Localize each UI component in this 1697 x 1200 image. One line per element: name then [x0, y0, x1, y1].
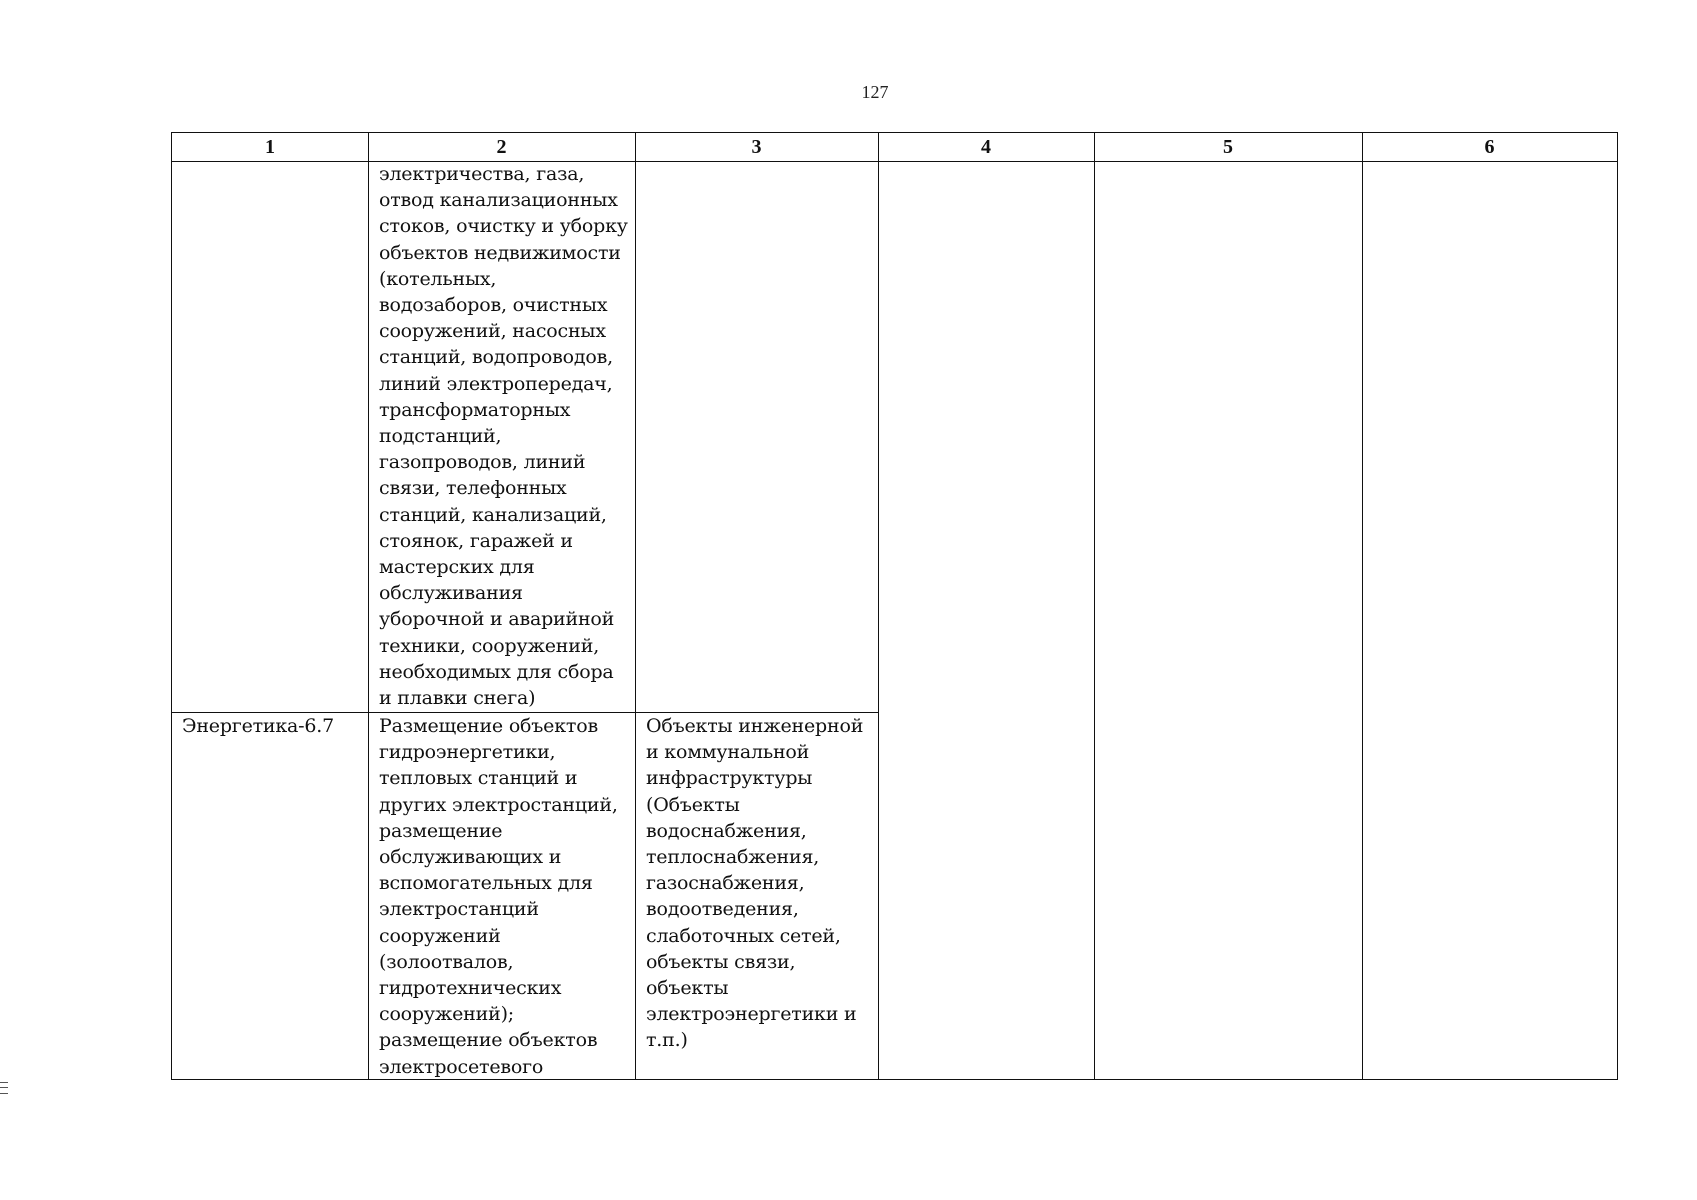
column-divider — [1362, 133, 1363, 1079]
text-line: Размещение объектов — [379, 715, 598, 737]
text-line: гидротехнических — [379, 977, 562, 1000]
text-line: обслуживания — [379, 582, 523, 605]
text-line: объектов недвижимости — [379, 241, 621, 264]
text-line: электросетевого — [379, 1055, 544, 1078]
page-number: 127 — [861, 82, 889, 102]
energy-row-col2 — [379, 713, 618, 1080]
column-divider — [368, 133, 369, 1079]
text-line: отвод канализационных — [379, 189, 618, 212]
text-line: необходимых для сбора — [379, 660, 614, 683]
text-line: тепловых станций и — [379, 767, 578, 790]
text-line: подстанций, — [379, 425, 502, 448]
text-line: слаботочных сетей, — [646, 924, 841, 947]
header-col-4: 4 — [981, 136, 991, 158]
energy-row-col1 — [182, 713, 334, 739]
column-divider — [635, 133, 636, 1079]
text-line: водозаборов, очистных — [379, 294, 608, 317]
column-divider — [878, 133, 879, 1079]
text-line: объекты — [646, 977, 729, 1000]
energy-row-col3 — [646, 713, 863, 1054]
text-line: техники, сооружений, — [379, 634, 600, 657]
text-line: водоснабжения, — [646, 819, 807, 842]
text-line: газопроводов, линий — [379, 451, 586, 474]
regulations-table — [171, 132, 1618, 1080]
text-line: т.п.) — [646, 1029, 688, 1052]
text-line: газоснабжения, — [646, 872, 805, 895]
text-line: мастерских для — [379, 556, 535, 579]
text-line: электростанций — [379, 898, 539, 921]
scan-edge-mark — [0, 1082, 8, 1094]
text-line: (Объекты — [646, 793, 740, 816]
text-line: сооружений); — [379, 1003, 514, 1026]
text-line: обслуживающих и — [379, 846, 562, 869]
header-col-2: 2 — [496, 136, 507, 158]
text-line: трансформаторных — [379, 398, 571, 421]
text-line: размещение — [379, 819, 503, 842]
text-line: электроэнергетики и — [646, 1003, 857, 1026]
text-line: и плавки снега) — [379, 687, 536, 710]
header-col-3: 3 — [751, 136, 762, 158]
text-line: уборочной и аварийной — [379, 608, 615, 631]
text-line: электричества, газа, — [379, 163, 585, 185]
continued-row-col2 — [379, 161, 628, 711]
text-line: инфраструктуры — [646, 767, 813, 790]
text-line: сооружений — [379, 924, 501, 947]
text-line: теплоснабжения, — [646, 846, 820, 869]
text-line: водоотведения, — [646, 898, 799, 921]
text-line: стоков, очистку и уборку — [379, 215, 628, 238]
text-line: (котельных, — [379, 267, 497, 290]
text-line: связи, телефонных — [379, 477, 567, 500]
header-col-6: 6 — [1484, 136, 1495, 158]
text-line: сооружений, насосных — [379, 320, 606, 343]
text-line: стоянок, гаражей и — [379, 529, 573, 552]
text-line: гидроэнергетики, — [379, 741, 556, 764]
text-line: линий электропередач, — [379, 372, 613, 395]
text-line: станций, водопроводов, — [379, 346, 613, 369]
text-line: других электростанций, — [379, 793, 618, 816]
text-line: объекты связи, — [646, 950, 796, 973]
text-line: станций, канализаций, — [379, 503, 607, 526]
column-divider — [1094, 133, 1095, 1079]
text-line: (золоотвалов, — [379, 950, 514, 973]
header-col-1: 1 — [265, 136, 275, 158]
header-col-5: 5 — [1223, 136, 1233, 158]
text-line: вспомогательных для — [379, 872, 593, 895]
text-line: Объекты инженерной — [646, 715, 864, 737]
land-use-code: Энергетика-6.7 — [182, 715, 335, 737]
text-line: размещение объектов — [379, 1029, 598, 1052]
text-line: и коммунальной — [646, 741, 810, 764]
